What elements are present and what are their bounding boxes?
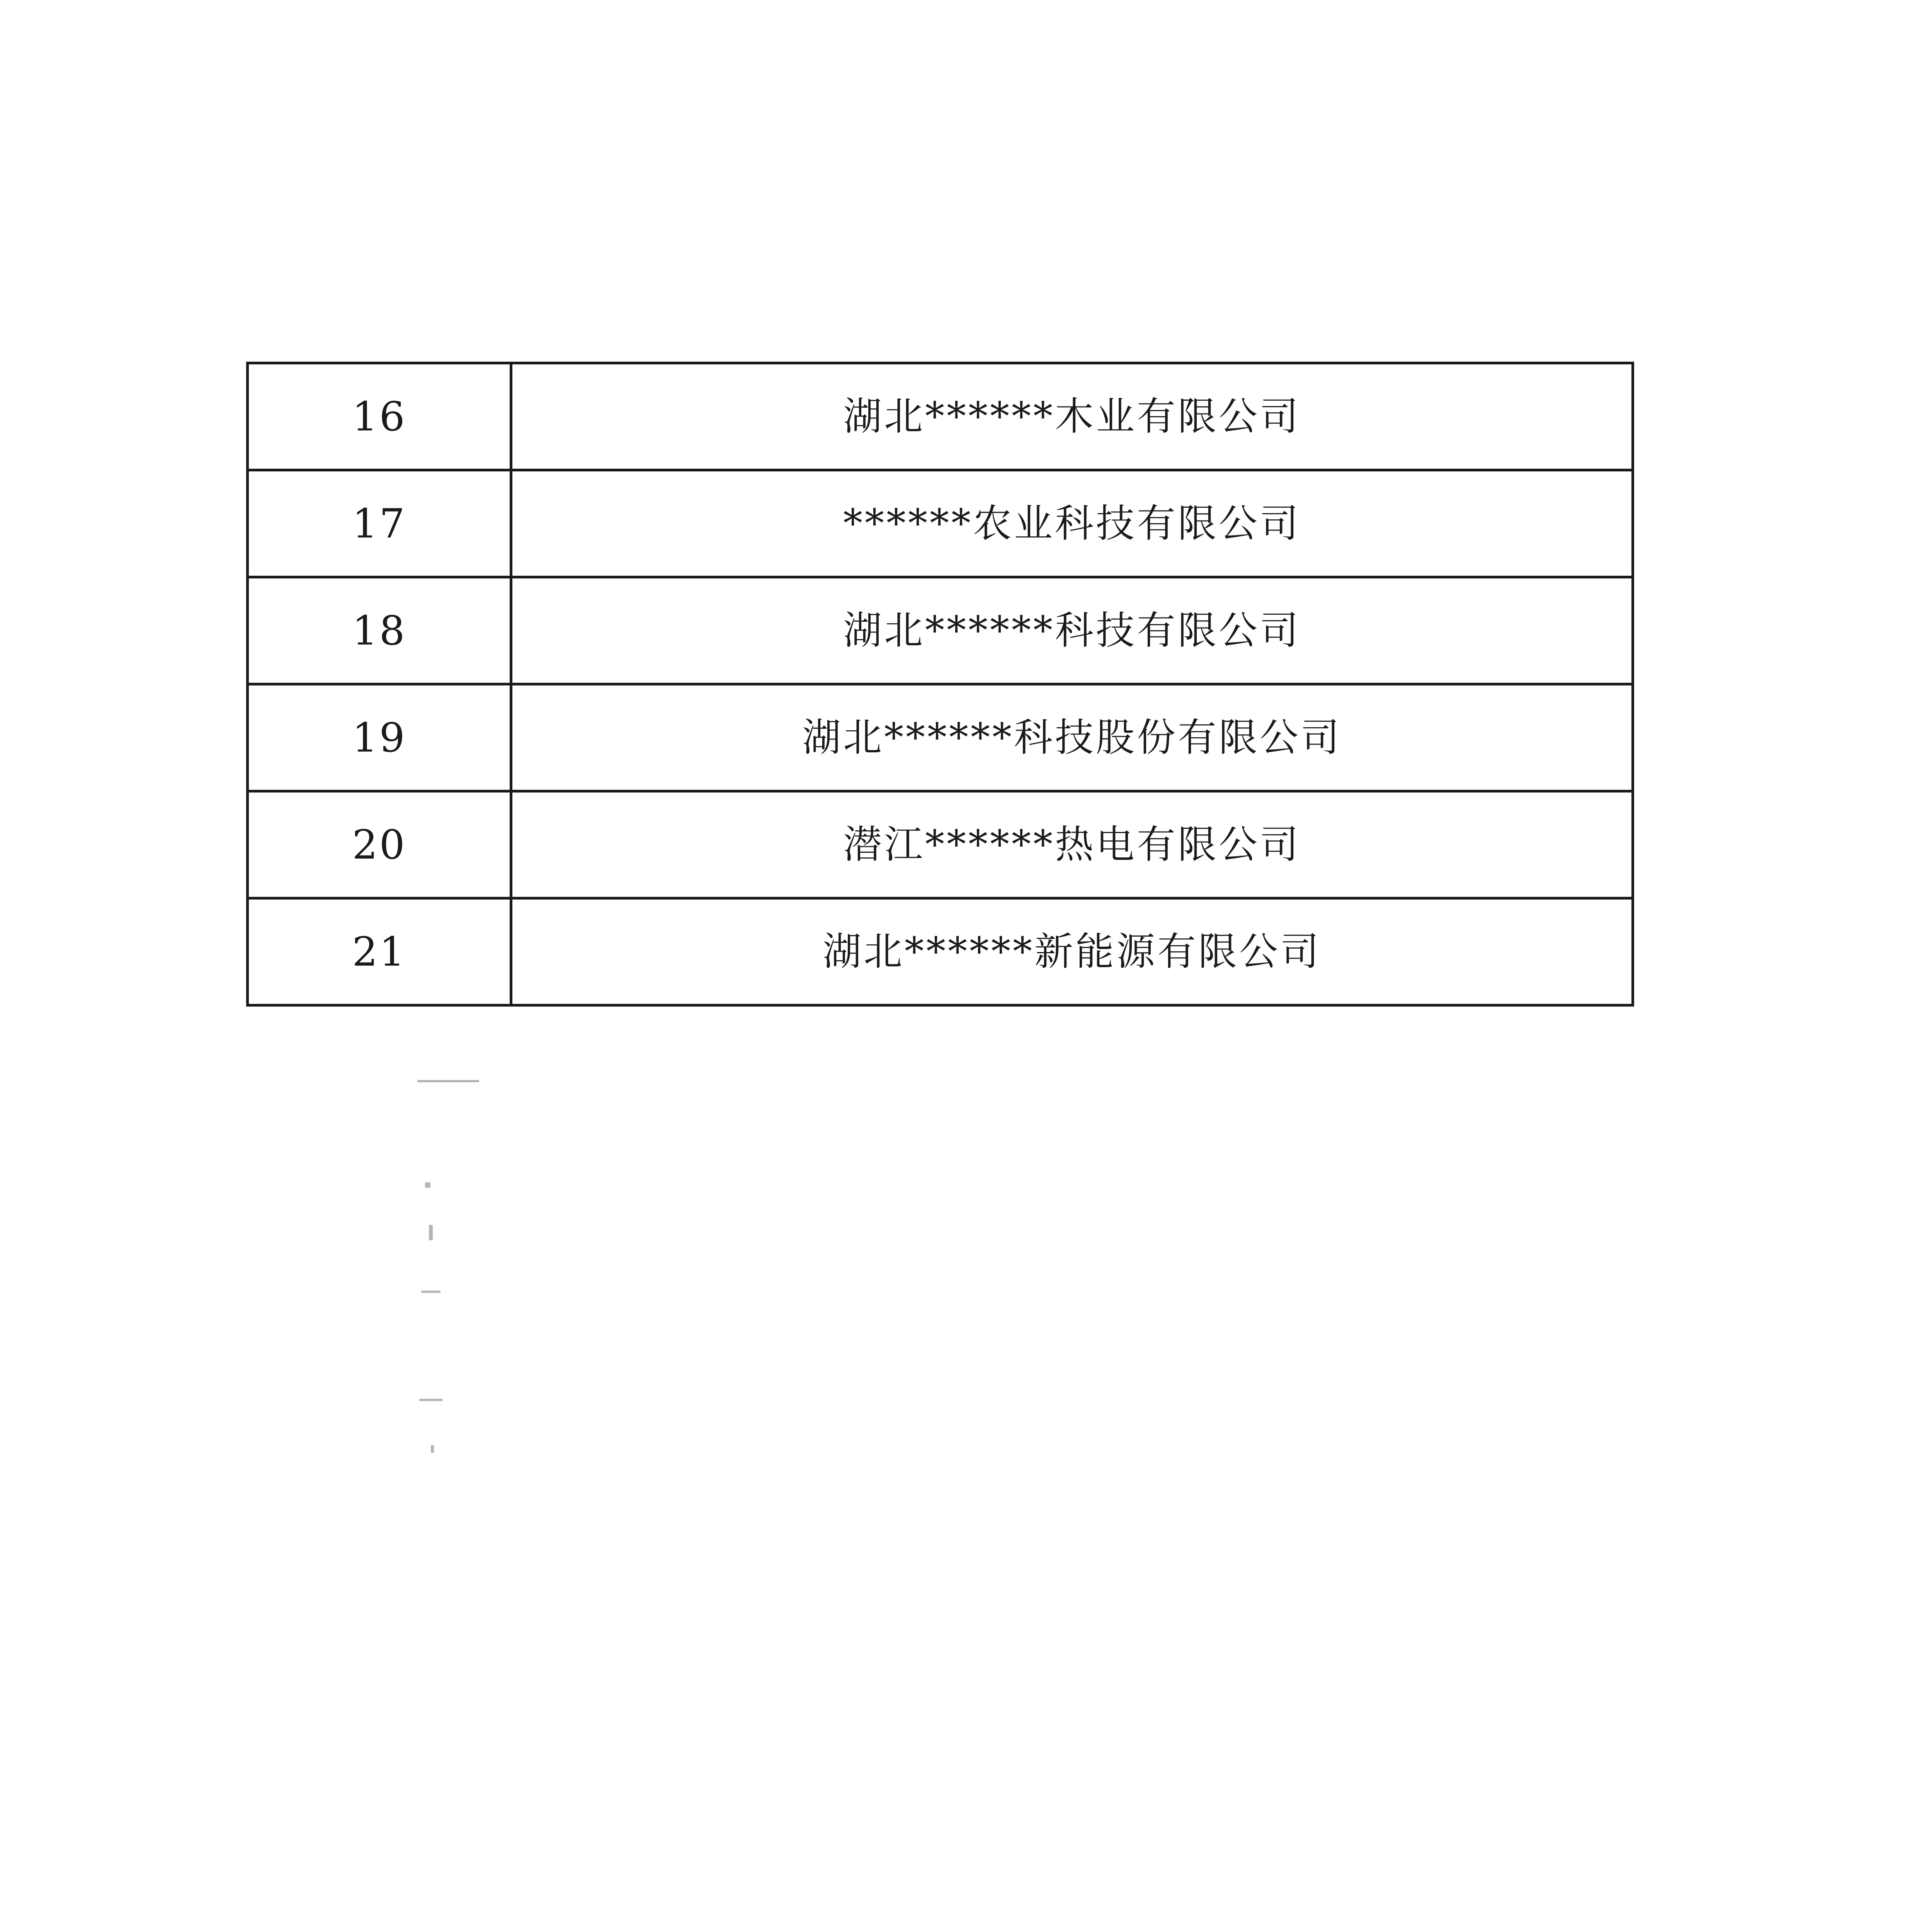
scan-speck	[429, 1225, 433, 1240]
scan-speck	[421, 1291, 441, 1293]
table-row	[248, 898, 1633, 1005]
company-name: ******农业科技有限公司	[511, 470, 1633, 577]
company-name: 潜江******热电有限公司	[511, 791, 1633, 898]
row-index: 18	[248, 577, 511, 684]
company-name: 湖北******科技股份有限公司	[511, 684, 1633, 791]
row-index: 20	[248, 791, 511, 898]
scan-speck	[431, 1445, 434, 1453]
company-name: 湖北******科技有限公司	[511, 577, 1633, 684]
table-row	[248, 791, 1633, 898]
row-index: 17	[248, 470, 511, 577]
table-row	[248, 577, 1633, 684]
row-index: 21	[248, 898, 511, 1005]
row-index: 19	[248, 684, 511, 791]
row-index: 16	[248, 363, 511, 470]
scan-speck	[419, 1399, 442, 1401]
company-list-table	[246, 362, 1634, 1007]
scan-speck	[425, 1182, 430, 1188]
table-body	[248, 363, 1633, 1005]
company-name: 湖北******木业有限公司	[511, 363, 1633, 470]
scan-speck	[417, 1080, 479, 1082]
table-row	[248, 684, 1633, 791]
company-name: 湖北******新能源有限公司	[511, 898, 1633, 1005]
table-row	[248, 470, 1633, 577]
table-row	[248, 363, 1633, 470]
